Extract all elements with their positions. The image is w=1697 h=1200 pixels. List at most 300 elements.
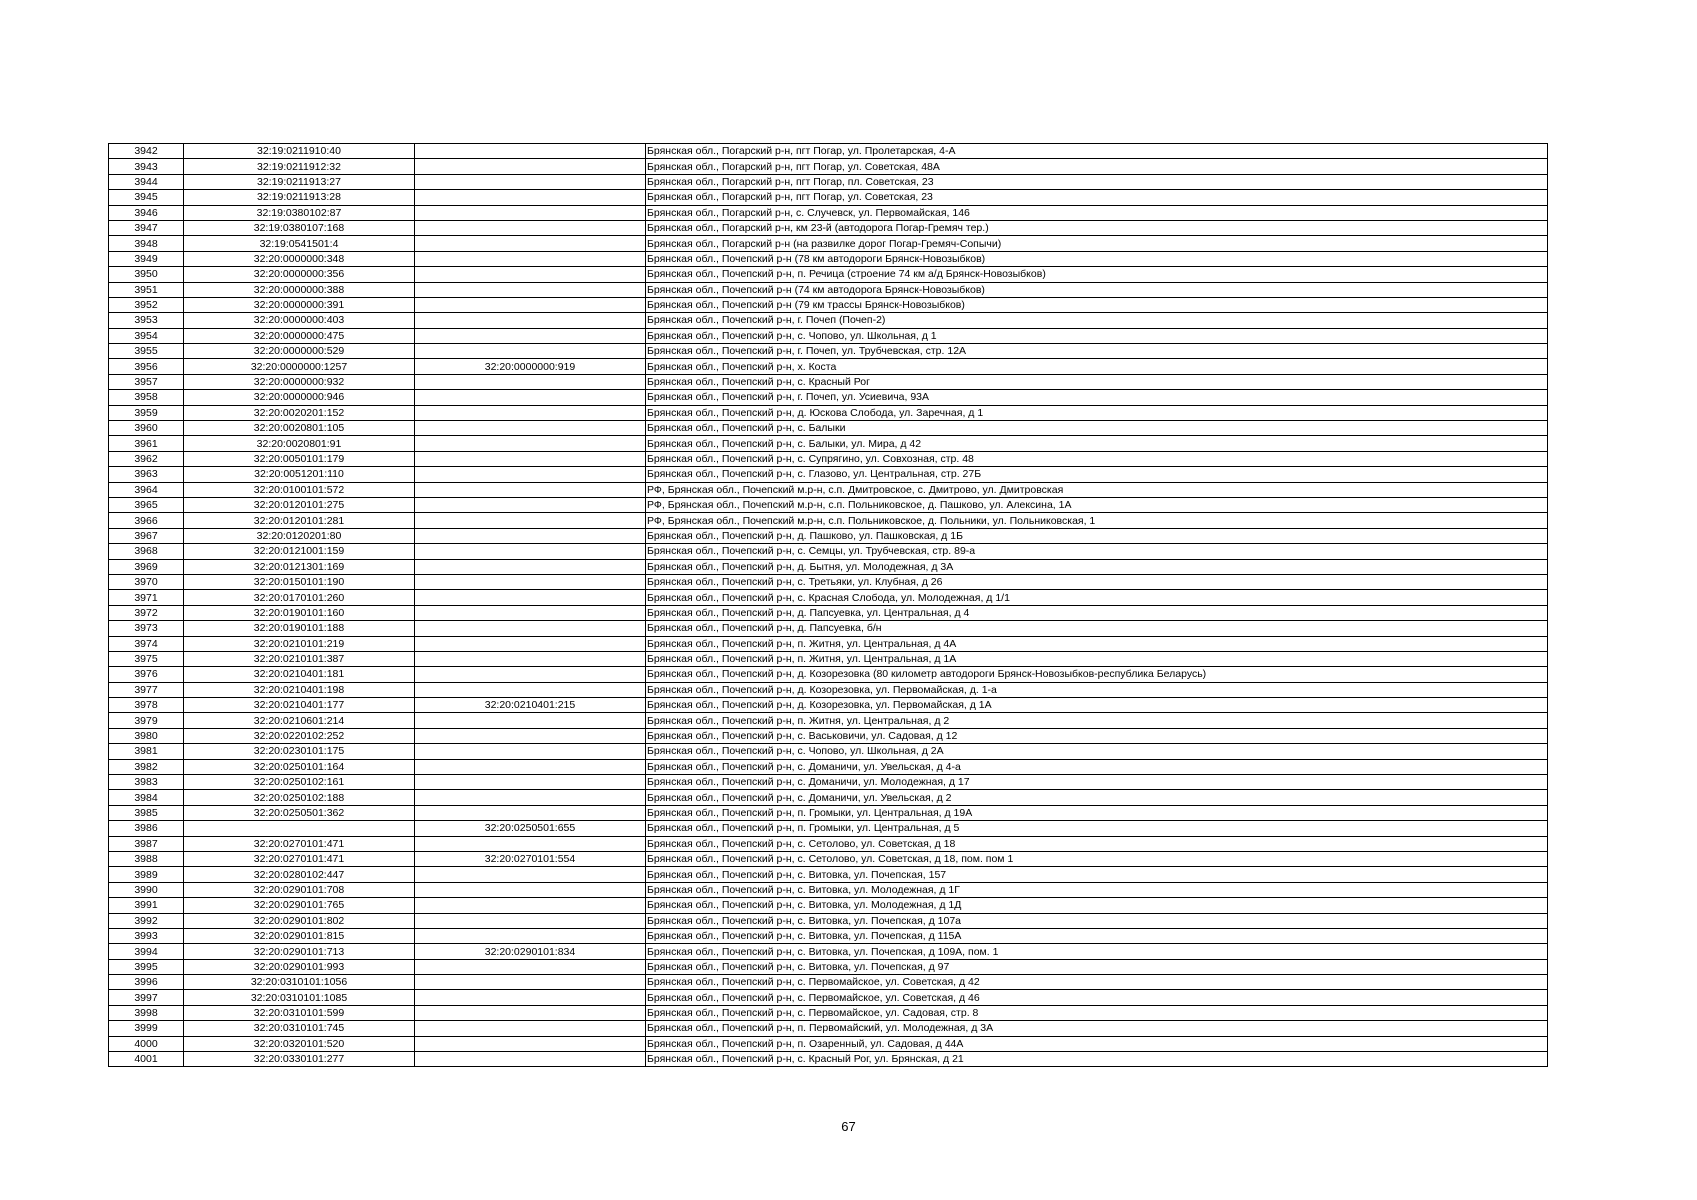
cadastral-number-cell: 32:20:0000000:388 bbox=[184, 282, 415, 297]
address-cell: Брянская обл., Погарский р-н, пгт Погар, ул. Пролетарская, 4-А bbox=[646, 144, 1548, 159]
address-cell: Брянская обл., Почепский р-н, с. Первомайское, ул. Садовая, стр. 8 bbox=[646, 1005, 1548, 1020]
cadastral-number-cell: 32:20:0190101:188 bbox=[184, 621, 415, 636]
cadastral-number-cell: 32:20:0120101:275 bbox=[184, 497, 415, 512]
address-cell: Брянская обл., Почепский р-н, г. Почеп (Почеп-2) bbox=[646, 313, 1548, 328]
address-cell: Брянская обл., Почепский р-н, с. Чопово, ул. Школьная, д 1 bbox=[646, 328, 1548, 343]
cadastral-number-cell: 32:20:0320101:520 bbox=[184, 1036, 415, 1051]
related-cadastral-number-cell bbox=[415, 559, 646, 574]
table-row bbox=[109, 574, 1548, 589]
row-number-cell: 3965 bbox=[109, 497, 184, 512]
address-cell: Брянская обл., Погарский р-н, км 23-й (автодорога Погар-Гремяч тер.) bbox=[646, 220, 1548, 235]
cadastral-number-cell: 32:20:0020801:91 bbox=[184, 436, 415, 451]
related-cadastral-number-cell bbox=[415, 1052, 646, 1067]
related-cadastral-number-cell bbox=[415, 451, 646, 466]
address-cell: Брянская обл., Почепский р-н, п. Громыки, ул. Центральная, д 19А bbox=[646, 805, 1548, 820]
row-number-cell: 3951 bbox=[109, 282, 184, 297]
row-number-cell: 3993 bbox=[109, 928, 184, 943]
table-row bbox=[109, 144, 1548, 159]
address-cell: Брянская обл., Почепский р-н, с. Семцы, ул. Трубчевская, стр. 89-а bbox=[646, 544, 1548, 559]
related-cadastral-number-cell bbox=[415, 374, 646, 389]
address-cell: Брянская обл., Почепский р-н, х. Коста bbox=[646, 359, 1548, 374]
cadastral-number-cell: 32:20:0000000:475 bbox=[184, 328, 415, 343]
related-cadastral-number-cell bbox=[415, 728, 646, 743]
related-cadastral-number-cell bbox=[415, 590, 646, 605]
address-cell: Брянская обл., Почепский р-н, с. Супрягино, ул. Совхозная, стр. 48 bbox=[646, 451, 1548, 466]
address-cell: Брянская обл., Почепский р-н, д. Козорезовка (80 километр автодороги Брянск-Новозыбков-республика Беларусь) bbox=[646, 667, 1548, 682]
table-row bbox=[109, 1036, 1548, 1051]
cadastral-number-cell: 32:20:0100101:572 bbox=[184, 482, 415, 497]
table-row bbox=[109, 605, 1548, 620]
table-row bbox=[109, 190, 1548, 205]
related-cadastral-number-cell: 32:20:0000000:919 bbox=[415, 359, 646, 374]
related-cadastral-number-cell bbox=[415, 497, 646, 512]
address-cell: Брянская обл., Почепский р-н, с. Первомайское, ул. Советская, д 42 bbox=[646, 975, 1548, 990]
row-number-cell: 3953 bbox=[109, 313, 184, 328]
related-cadastral-number-cell bbox=[415, 898, 646, 913]
page-number: 67 bbox=[841, 1119, 856, 1134]
table-row bbox=[109, 220, 1548, 235]
related-cadastral-number-cell bbox=[415, 836, 646, 851]
row-number-cell: 3982 bbox=[109, 759, 184, 774]
table-row bbox=[109, 297, 1548, 312]
address-cell: Брянская обл., Почепский р-н (79 км трассы Брянск-Новозыбков) bbox=[646, 297, 1548, 312]
related-cadastral-number-cell bbox=[415, 174, 646, 189]
cadastral-number-cell: 32:20:0310101:745 bbox=[184, 1021, 415, 1036]
table-row bbox=[109, 990, 1548, 1005]
related-cadastral-number-cell bbox=[415, 1021, 646, 1036]
cadastral-number-cell: 32:20:0121301:169 bbox=[184, 559, 415, 574]
address-cell: Брянская обл., Почепский р-н, с. Красный Рог, ул. Брянская, д 21 bbox=[646, 1052, 1548, 1067]
cadastral-number-cell: 32:20:0290101:815 bbox=[184, 928, 415, 943]
cadastral-number-cell: 32:20:0280102:447 bbox=[184, 867, 415, 882]
related-cadastral-number-cell bbox=[415, 621, 646, 636]
cadastral-number-cell: 32:20:0210601:214 bbox=[184, 713, 415, 728]
table-row bbox=[109, 513, 1548, 528]
table-row bbox=[109, 436, 1548, 451]
address-cell: Брянская обл., Почепский р-н, с. Доманичи, ул. Молодежная, д 17 bbox=[646, 775, 1548, 790]
address-cell: Брянская обл., Почепский р-н, д. Бытня, ул. Молодежная, д 3А bbox=[646, 559, 1548, 574]
related-cadastral-number-cell bbox=[415, 251, 646, 266]
related-cadastral-number-cell bbox=[415, 513, 646, 528]
cadastral-number-cell: 32:19:0541501:4 bbox=[184, 236, 415, 251]
table-row bbox=[109, 405, 1548, 420]
table-row bbox=[109, 636, 1548, 651]
address-cell: Брянская обл., Почепский р-н, с. Первомайское, ул. Советская, д 46 bbox=[646, 990, 1548, 1005]
row-number-cell: 3942 bbox=[109, 144, 184, 159]
address-cell: Брянская обл., Почепский р-н, с. Витовка, ул. Почепская, д 107а bbox=[646, 913, 1548, 928]
related-cadastral-number-cell bbox=[415, 1036, 646, 1051]
table-row bbox=[109, 344, 1548, 359]
related-cadastral-number-cell bbox=[415, 959, 646, 974]
related-cadastral-number-cell bbox=[415, 436, 646, 451]
table-row bbox=[109, 959, 1548, 974]
address-cell: Брянская обл., Почепский р-н (74 км автодорога Брянск-Новозыбков) bbox=[646, 282, 1548, 297]
address-cell: Брянская обл., Почепский р-н, с. Доманичи, ул. Увельская, д 4-а bbox=[646, 759, 1548, 774]
address-cell: Брянская обл., Почепский р-н, д. Юскова Слобода, ул. Заречная, д 1 bbox=[646, 405, 1548, 420]
address-cell: Брянская обл., Почепский р-н, с. Красная Слобода, ул. Молодежная, д 1/1 bbox=[646, 590, 1548, 605]
cadastral-number-cell: 32:20:0020801:105 bbox=[184, 421, 415, 436]
table-row bbox=[109, 651, 1548, 666]
related-cadastral-number-cell bbox=[415, 759, 646, 774]
address-cell: Брянская обл., Почепский р-н, д. Папсуевка, ул. Центральная, д 4 bbox=[646, 605, 1548, 620]
table-row bbox=[109, 975, 1548, 990]
address-cell: Брянская обл., Погарский р-н (на развилке дорог Погар-Гремяч-Сопычи) bbox=[646, 236, 1548, 251]
table-row bbox=[109, 667, 1548, 682]
table-row bbox=[109, 497, 1548, 512]
related-cadastral-number-cell bbox=[415, 205, 646, 220]
cadastral-number-cell: 32:20:0000000:356 bbox=[184, 267, 415, 282]
address-cell: Брянская обл., Почепский р-н, п. Речица (строение 74 км а/д Брянск-Новозыбков) bbox=[646, 267, 1548, 282]
address-cell: Брянская обл., Почепский р-н, п. Житня, ул. Центральная, д 1А bbox=[646, 651, 1548, 666]
cadastral-number-cell: 32:20:0310101:599 bbox=[184, 1005, 415, 1020]
row-number-cell: 3961 bbox=[109, 436, 184, 451]
related-cadastral-number-cell bbox=[415, 775, 646, 790]
cadastral-number-cell: 32:20:0000000:1257 bbox=[184, 359, 415, 374]
cadastral-number-cell: 32:20:0290101:802 bbox=[184, 913, 415, 928]
related-cadastral-number-cell bbox=[415, 328, 646, 343]
table-row bbox=[109, 236, 1548, 251]
row-number-cell: 3955 bbox=[109, 344, 184, 359]
related-cadastral-number-cell bbox=[415, 667, 646, 682]
row-number-cell: 3943 bbox=[109, 159, 184, 174]
address-cell: РФ, Брянская обл., Почепский м.р-н, с.п. Польниковское, д. Польники, ул. Польниковская, 1 bbox=[646, 513, 1548, 528]
cadastral-number-cell: 32:20:0051201:110 bbox=[184, 467, 415, 482]
table-row bbox=[109, 621, 1548, 636]
table-row bbox=[109, 467, 1548, 482]
related-cadastral-number-cell bbox=[415, 297, 646, 312]
address-cell: Брянская обл., Почепский р-н, д. Козорезовка, ул. Первомайская, д 1А bbox=[646, 698, 1548, 713]
related-cadastral-number-cell bbox=[415, 805, 646, 820]
row-number-cell: 3970 bbox=[109, 574, 184, 589]
row-number-cell: 3991 bbox=[109, 898, 184, 913]
address-cell: Брянская обл., Почепский р-н, г. Почеп, ул. Трубчевская, стр. 12А bbox=[646, 344, 1548, 359]
table-row bbox=[109, 559, 1548, 574]
table-row bbox=[109, 174, 1548, 189]
related-cadastral-number-cell bbox=[415, 405, 646, 420]
row-number-cell: 3985 bbox=[109, 805, 184, 820]
related-cadastral-number-cell bbox=[415, 713, 646, 728]
cadastral-number-cell: 32:20:0000000:403 bbox=[184, 313, 415, 328]
related-cadastral-number-cell bbox=[415, 144, 646, 159]
row-number-cell: 3980 bbox=[109, 728, 184, 743]
cadastral-number-cell: 32:19:0211913:27 bbox=[184, 174, 415, 189]
related-cadastral-number-cell: 32:20:0290101:834 bbox=[415, 944, 646, 959]
cadastral-number-cell: 32:20:0210401:198 bbox=[184, 682, 415, 697]
cadastral-number-cell: 32:20:0310101:1085 bbox=[184, 990, 415, 1005]
cadastral-number-cell: 32:20:0120101:281 bbox=[184, 513, 415, 528]
related-cadastral-number-cell bbox=[415, 928, 646, 943]
related-cadastral-number-cell bbox=[415, 159, 646, 174]
row-number-cell: 3972 bbox=[109, 605, 184, 620]
address-cell: Брянская обл., Почепский р-н, с. Балыки, ул. Мира, д 42 bbox=[646, 436, 1548, 451]
related-cadastral-number-cell bbox=[415, 682, 646, 697]
cadastral-number-cell: 32:20:0170101:260 bbox=[184, 590, 415, 605]
row-number-cell: 3975 bbox=[109, 651, 184, 666]
table-row bbox=[109, 159, 1548, 174]
row-number-cell: 3998 bbox=[109, 1005, 184, 1020]
row-number-cell: 3967 bbox=[109, 528, 184, 543]
address-cell: Брянская обл., Погарский р-н, пгт Погар, ул. Советская, 48А bbox=[646, 159, 1548, 174]
cadastral-number-cell: 32:19:0380107:168 bbox=[184, 220, 415, 235]
related-cadastral-number-cell bbox=[415, 220, 646, 235]
cadastral-number-cell: 32:20:0290101:993 bbox=[184, 959, 415, 974]
row-number-cell: 3978 bbox=[109, 698, 184, 713]
table-row bbox=[109, 775, 1548, 790]
cadastral-number-cell bbox=[184, 821, 415, 836]
cadastral-number-cell: 32:20:0150101:190 bbox=[184, 574, 415, 589]
related-cadastral-number-cell bbox=[415, 790, 646, 805]
related-cadastral-number-cell bbox=[415, 744, 646, 759]
related-cadastral-number-cell bbox=[415, 421, 646, 436]
cadastral-number-cell: 32:20:0050101:179 bbox=[184, 451, 415, 466]
row-number-cell: 3960 bbox=[109, 421, 184, 436]
row-number-cell: 4001 bbox=[109, 1052, 184, 1067]
address-cell: Брянская обл., Почепский р-н, с. Сетолово, ул. Советская, д 18, пом. пом 1 bbox=[646, 851, 1548, 866]
table-row bbox=[109, 759, 1548, 774]
cadastral-number-cell: 32:20:0000000:932 bbox=[184, 374, 415, 389]
row-number-cell: 3992 bbox=[109, 913, 184, 928]
table-row bbox=[109, 390, 1548, 405]
address-cell: Брянская обл., Погарский р-н, с. Случевск, ул. Первомайская, 146 bbox=[646, 205, 1548, 220]
related-cadastral-number-cell bbox=[415, 236, 646, 251]
row-number-cell: 3950 bbox=[109, 267, 184, 282]
cadastral-number-cell: 32:20:0210101:387 bbox=[184, 651, 415, 666]
cadastral-number-cell: 32:20:0210101:219 bbox=[184, 636, 415, 651]
table-row bbox=[109, 744, 1548, 759]
cadastral-number-cell: 32:20:0230101:175 bbox=[184, 744, 415, 759]
address-cell: Брянская обл., Почепский р-н, с. Чопово, ул. Школьная, д 2А bbox=[646, 744, 1548, 759]
row-number-cell: 3959 bbox=[109, 405, 184, 420]
cadastral-number-cell: 32:20:0290101:708 bbox=[184, 882, 415, 897]
table-row bbox=[109, 1052, 1548, 1067]
related-cadastral-number-cell bbox=[415, 975, 646, 990]
address-cell: Брянская обл., Почепский р-н, с. Витовка, ул. Молодежная, д 1Д bbox=[646, 898, 1548, 913]
address-cell: Брянская обл., Погарский р-н, пгт Погар, пл. Советская, 23 bbox=[646, 174, 1548, 189]
cadastral-number-cell: 32:20:0310101:1056 bbox=[184, 975, 415, 990]
related-cadastral-number-cell bbox=[415, 482, 646, 497]
address-cell: Брянская обл., Почепский р-н, д. Козорезовка, ул. Первомайская, д. 1-а bbox=[646, 682, 1548, 697]
table-row bbox=[109, 374, 1548, 389]
table-row bbox=[109, 1005, 1548, 1020]
row-number-cell: 3956 bbox=[109, 359, 184, 374]
row-number-cell: 3973 bbox=[109, 621, 184, 636]
cadastral-number-cell: 32:19:0211912:32 bbox=[184, 159, 415, 174]
row-number-cell: 3977 bbox=[109, 682, 184, 697]
row-number-cell: 3968 bbox=[109, 544, 184, 559]
cadastral-number-cell: 32:19:0211910:40 bbox=[184, 144, 415, 159]
cadastral-number-cell: 32:20:0121001:159 bbox=[184, 544, 415, 559]
table-row bbox=[109, 790, 1548, 805]
table-row bbox=[109, 944, 1548, 959]
row-number-cell: 3944 bbox=[109, 174, 184, 189]
cadastral-number-cell: 32:20:0000000:391 bbox=[184, 297, 415, 312]
row-number-cell: 3988 bbox=[109, 851, 184, 866]
row-number-cell: 3997 bbox=[109, 990, 184, 1005]
address-cell: Брянская обл., Почепский р-н, п. Озаренный, ул. Садовая, д 44А bbox=[646, 1036, 1548, 1051]
address-cell: Брянская обл., Почепский р-н, с. Витовка, ул. Почепская, 157 bbox=[646, 867, 1548, 882]
address-cell: Брянская обл., Почепский р-н, с. Третьяки, ул. Клубная, д 26 bbox=[646, 574, 1548, 589]
related-cadastral-number-cell bbox=[415, 282, 646, 297]
related-cadastral-number-cell bbox=[415, 313, 646, 328]
cadastral-number-cell: 32:20:0270101:471 bbox=[184, 851, 415, 866]
address-cell: Брянская обл., Почепский р-н, с. Витовка, ул. Почепская, д 109А, пом. 1 bbox=[646, 944, 1548, 959]
row-number-cell: 3948 bbox=[109, 236, 184, 251]
cadastral-number-cell: 32:20:0250102:161 bbox=[184, 775, 415, 790]
row-number-cell: 3981 bbox=[109, 744, 184, 759]
table-row bbox=[109, 451, 1548, 466]
row-number-cell: 3996 bbox=[109, 975, 184, 990]
table-row bbox=[109, 313, 1548, 328]
table-row bbox=[109, 698, 1548, 713]
cadastral-number-cell: 32:20:0290101:765 bbox=[184, 898, 415, 913]
row-number-cell: 3999 bbox=[109, 1021, 184, 1036]
property-registry-table bbox=[108, 143, 1548, 1067]
address-cell: Брянская обл., Почепский р-н, с. Красный Рог bbox=[646, 374, 1548, 389]
cadastral-number-cell: 32:20:0210401:177 bbox=[184, 698, 415, 713]
row-number-cell: 3952 bbox=[109, 297, 184, 312]
table-row bbox=[109, 867, 1548, 882]
table-row bbox=[109, 913, 1548, 928]
related-cadastral-number-cell bbox=[415, 267, 646, 282]
address-cell: Брянская обл., Почепский р-н, с. Витовка, ул. Почепская, д 97 bbox=[646, 959, 1548, 974]
table-row bbox=[109, 282, 1548, 297]
cadastral-number-cell: 32:19:0211913:28 bbox=[184, 190, 415, 205]
address-cell: Брянская обл., Почепский р-н, п. Первомайский, ул. Молодежная, д 3А bbox=[646, 1021, 1548, 1036]
related-cadastral-number-cell bbox=[415, 1005, 646, 1020]
row-number-cell: 3979 bbox=[109, 713, 184, 728]
cadastral-number-cell: 32:20:0000000:946 bbox=[184, 390, 415, 405]
row-number-cell: 3964 bbox=[109, 482, 184, 497]
table-row bbox=[109, 267, 1548, 282]
row-number-cell: 4000 bbox=[109, 1036, 184, 1051]
address-cell: Брянская обл., Почепский р-н, с. Глазово, ул. Центральная, стр. 27Б bbox=[646, 467, 1548, 482]
address-cell: Брянская обл., Погарский р-н, пгт Погар, ул. Советская, 23 bbox=[646, 190, 1548, 205]
related-cadastral-number-cell bbox=[415, 882, 646, 897]
related-cadastral-number-cell: 32:20:0210401:215 bbox=[415, 698, 646, 713]
cadastral-number-cell: 32:20:0330101:277 bbox=[184, 1052, 415, 1067]
table-row bbox=[109, 328, 1548, 343]
address-cell: Брянская обл., Почепский р-н, д. Пашково, ул. Пашковская, д 1Б bbox=[646, 528, 1548, 543]
cadastral-number-cell: 32:20:0250102:188 bbox=[184, 790, 415, 805]
table-row bbox=[109, 713, 1548, 728]
address-cell: РФ, Брянская обл., Почепский м.р-н, с.п. Польниковское, д. Пашково, ул. Алексина, 1А bbox=[646, 497, 1548, 512]
row-number-cell: 3946 bbox=[109, 205, 184, 220]
cadastral-number-cell: 32:19:0380102:87 bbox=[184, 205, 415, 220]
row-number-cell: 3947 bbox=[109, 220, 184, 235]
related-cadastral-number-cell bbox=[415, 605, 646, 620]
related-cadastral-number-cell bbox=[415, 344, 646, 359]
related-cadastral-number-cell bbox=[415, 990, 646, 1005]
row-number-cell: 3963 bbox=[109, 467, 184, 482]
row-number-cell: 3986 bbox=[109, 821, 184, 836]
table-row bbox=[109, 882, 1548, 897]
row-number-cell: 3995 bbox=[109, 959, 184, 974]
row-number-cell: 3990 bbox=[109, 882, 184, 897]
table-row bbox=[109, 528, 1548, 543]
row-number-cell: 3987 bbox=[109, 836, 184, 851]
cadastral-number-cell: 32:20:0120201:80 bbox=[184, 528, 415, 543]
row-number-cell: 3989 bbox=[109, 867, 184, 882]
table-row bbox=[109, 851, 1548, 866]
table-row bbox=[109, 821, 1548, 836]
related-cadastral-number-cell bbox=[415, 636, 646, 651]
cadastral-number-cell: 32:20:0190101:160 bbox=[184, 605, 415, 620]
cadastral-number-cell: 32:20:0250101:164 bbox=[184, 759, 415, 774]
row-number-cell: 3976 bbox=[109, 667, 184, 682]
address-cell: Брянская обл., Почепский р-н, с. Витовка, ул. Молодежная, д 1Г bbox=[646, 882, 1548, 897]
address-cell: Брянская обл., Почепский р-н, п. Житня, ул. Центральная, д 2 bbox=[646, 713, 1548, 728]
related-cadastral-number-cell: 32:20:0250501:655 bbox=[415, 821, 646, 836]
cadastral-number-cell: 32:20:0220102:252 bbox=[184, 728, 415, 743]
cadastral-number-cell: 32:20:0210401:181 bbox=[184, 667, 415, 682]
row-number-cell: 3971 bbox=[109, 590, 184, 605]
table-row bbox=[109, 359, 1548, 374]
related-cadastral-number-cell bbox=[415, 651, 646, 666]
table-row bbox=[109, 544, 1548, 559]
related-cadastral-number-cell bbox=[415, 913, 646, 928]
table-row bbox=[109, 728, 1548, 743]
row-number-cell: 3974 bbox=[109, 636, 184, 651]
registry-table-body bbox=[109, 144, 1548, 1067]
related-cadastral-number-cell bbox=[415, 867, 646, 882]
table-row bbox=[109, 590, 1548, 605]
row-number-cell: 3949 bbox=[109, 251, 184, 266]
cadastral-number-cell: 32:20:0290101:713 bbox=[184, 944, 415, 959]
address-cell: Брянская обл., Почепский р-н, п. Житня, ул. Центральная, д 4А bbox=[646, 636, 1548, 651]
related-cadastral-number-cell bbox=[415, 574, 646, 589]
related-cadastral-number-cell bbox=[415, 190, 646, 205]
table-row bbox=[109, 205, 1548, 220]
address-cell: Брянская обл., Почепский р-н, с. Васьковичи, ул. Садовая, д 12 bbox=[646, 728, 1548, 743]
row-number-cell: 3957 bbox=[109, 374, 184, 389]
row-number-cell: 3958 bbox=[109, 390, 184, 405]
table-row bbox=[109, 805, 1548, 820]
table-row bbox=[109, 928, 1548, 943]
row-number-cell: 3984 bbox=[109, 790, 184, 805]
row-number-cell: 3954 bbox=[109, 328, 184, 343]
table-row bbox=[109, 421, 1548, 436]
table-row bbox=[109, 482, 1548, 497]
table-row bbox=[109, 1021, 1548, 1036]
address-cell: Брянская обл., Почепский р-н, п. Громыки, ул. Центральная, д 5 bbox=[646, 821, 1548, 836]
address-cell: Брянская обл., Почепский р-н, г. Почеп, ул. Усиевича, 93А bbox=[646, 390, 1548, 405]
cadastral-number-cell: 32:20:0000000:348 bbox=[184, 251, 415, 266]
related-cadastral-number-cell bbox=[415, 467, 646, 482]
related-cadastral-number-cell bbox=[415, 390, 646, 405]
cadastral-number-cell: 32:20:0250501:362 bbox=[184, 805, 415, 820]
table-row bbox=[109, 682, 1548, 697]
table-row bbox=[109, 251, 1548, 266]
row-number-cell: 3983 bbox=[109, 775, 184, 790]
cadastral-number-cell: 32:20:0000000:529 bbox=[184, 344, 415, 359]
table-row bbox=[109, 898, 1548, 913]
table-row bbox=[109, 836, 1548, 851]
address-cell: Брянская обл., Почепский р-н (78 км автодороги Брянск-Новозыбков) bbox=[646, 251, 1548, 266]
address-cell: Брянская обл., Почепский р-н, с. Доманичи, ул. Увельская, д 2 bbox=[646, 790, 1548, 805]
row-number-cell: 3962 bbox=[109, 451, 184, 466]
row-number-cell: 3994 bbox=[109, 944, 184, 959]
address-cell: Брянская обл., Почепский р-н, с. Сетолово, ул. Советская, д 18 bbox=[646, 836, 1548, 851]
related-cadastral-number-cell bbox=[415, 544, 646, 559]
cadastral-number-cell: 32:20:0020201:152 bbox=[184, 405, 415, 420]
address-cell: Брянская обл., Почепский р-н, с. Балыки bbox=[646, 421, 1548, 436]
row-number-cell: 3966 bbox=[109, 513, 184, 528]
related-cadastral-number-cell: 32:20:0270101:554 bbox=[415, 851, 646, 866]
cadastral-number-cell: 32:20:0270101:471 bbox=[184, 836, 415, 851]
address-cell: Брянская обл., Почепский р-н, с. Витовка, ул. Почепская, д 115А bbox=[646, 928, 1548, 943]
row-number-cell: 3945 bbox=[109, 190, 184, 205]
related-cadastral-number-cell bbox=[415, 528, 646, 543]
